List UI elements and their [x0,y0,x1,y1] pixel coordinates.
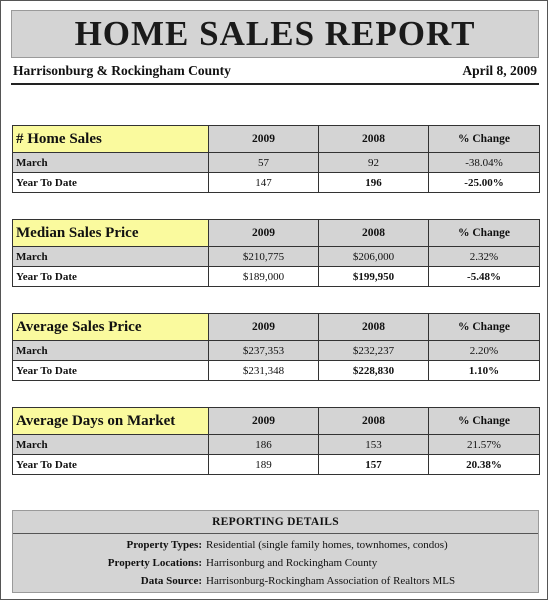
table-row [13,267,540,287]
section-title: Average Sales Price [13,314,209,341]
detail-label: Property Locations: [107,557,202,569]
row-label: Year To Date [13,267,209,287]
row-label: March [13,341,209,361]
detail-row-property-locations [13,554,538,572]
cell-2008: 196 [319,173,429,193]
cell-change: 2.20% [429,341,540,361]
cell-2008: 157 [319,455,429,475]
table-row [13,247,540,267]
column-header-2008: 2008 [319,220,429,247]
table-header-row [13,220,540,247]
cell-change: 20.38% [429,455,540,475]
reporting-details [12,510,539,593]
column-header-2009: 2009 [209,220,319,247]
cell-change: -25.00% [429,173,540,193]
cell-2008: $206,000 [319,247,429,267]
cell-2009: 57 [209,153,319,173]
report-title-bar [11,10,539,58]
table-header-row [13,408,540,435]
cell-2008: $232,237 [319,341,429,361]
row-label: Year To Date [13,173,209,193]
cell-change: 1.10% [429,361,540,381]
average-price-table [12,313,540,381]
column-header-change: % Change [429,408,540,435]
cell-2009: 147 [209,173,319,193]
cell-change: 21.57% [429,435,540,455]
cell-2008: $228,830 [319,361,429,381]
row-label: Year To Date [13,361,209,381]
table-row [13,341,540,361]
detail-row-property-types [13,536,538,554]
column-header-2008: 2008 [319,408,429,435]
section-title: Median Sales Price [13,220,209,247]
report-subheader [13,61,537,81]
row-label: March [13,247,209,267]
cell-2008: 92 [319,153,429,173]
table-header-row [13,126,540,153]
detail-value: Residential (single family homes, townhomes, condos) [206,539,448,551]
cell-2008: $199,950 [319,267,429,287]
table-header-row [13,314,540,341]
details-divider [13,533,538,534]
cell-2009: $237,353 [209,341,319,361]
report-date: April 8, 2009 [462,63,537,78]
column-header-change: % Change [429,314,540,341]
row-label: March [13,435,209,455]
column-header-2008: 2008 [319,314,429,341]
cell-change: 2.32% [429,247,540,267]
detail-label: Data Source: [140,575,202,587]
row-label: Year To Date [13,455,209,475]
section-title: # Home Sales [13,126,209,153]
column-header-2009: 2009 [209,126,319,153]
section-title: Average Days on Market [13,408,209,435]
row-label: March [13,153,209,173]
cell-2008: 153 [319,435,429,455]
table-row [13,153,540,173]
table-row [13,455,540,475]
cell-2009: 186 [209,435,319,455]
detail-row-data-source [13,572,538,590]
table-row [13,173,540,193]
days-on-market-table [12,407,540,475]
report-region: Harrisonburg & Rockingham County [13,63,231,78]
detail-label: Property Types: [126,539,202,551]
cell-change: -5.48% [429,267,540,287]
cell-2009: $231,348 [209,361,319,381]
details-title: REPORTING DETAILS [212,516,339,528]
cell-2009: $189,000 [209,267,319,287]
header-divider [11,83,539,85]
cell-2009: $210,775 [209,247,319,267]
table-row [13,435,540,455]
detail-value: Harrisonburg and Rockingham County [206,557,378,569]
home-sales-table [12,125,540,193]
report-title: HOME SALES REPORT [74,14,476,53]
cell-change: -38.04% [429,153,540,173]
column-header-2009: 2009 [209,314,319,341]
cell-2009: 189 [209,455,319,475]
median-price-table [12,219,540,287]
column-header-2009: 2009 [209,408,319,435]
detail-value: Harrisonburg-Rockingham Association of Realtors MLS [206,575,456,587]
table-row [13,361,540,381]
column-header-change: % Change [429,220,540,247]
column-header-change: % Change [429,126,540,153]
column-header-2008: 2008 [319,126,429,153]
